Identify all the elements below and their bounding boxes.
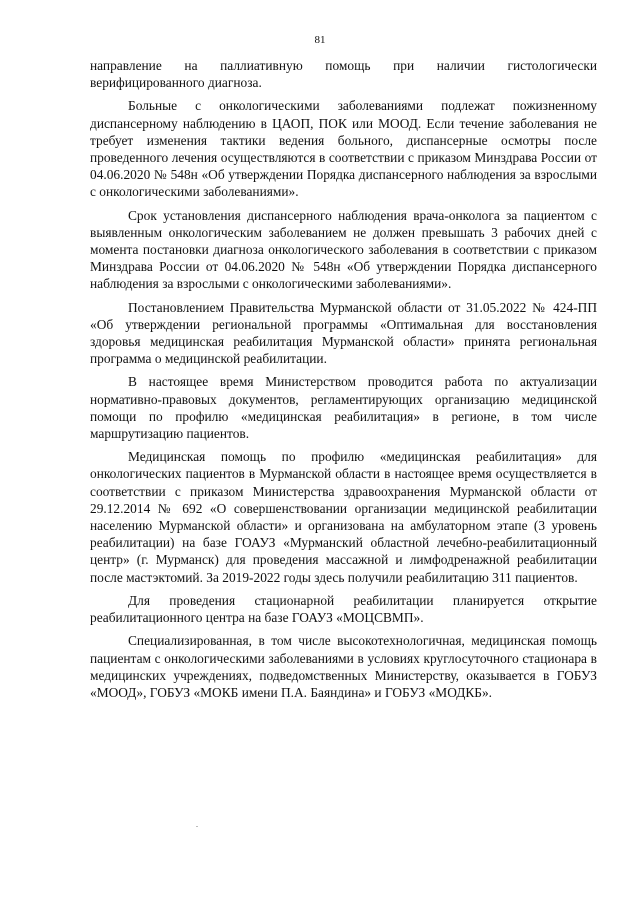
document-body — [90, 57, 597, 707]
paragraph: Специализированная, в том числе высокотехнологичная, медицинская помощь пациентам с онкологическими заболеваниями в условиях круглосуточного стационара в медицинских учреждениях, подведомственных Министерству, оказывается в ГОБУЗ «МООД», ГОБУЗ «МОКБ имени П.А. Баяндина» и ГОБУЗ «МОДКБ». — [90, 633, 597, 700]
paragraph: В настоящее время Министерством проводится работа по актуализации нормативно-правовых документов, регламентирующих организацию медицинской помощи по профилю «медицинская реабилитация» в регионе, в том числе маршрутизацию пациентов. — [90, 374, 597, 442]
paragraph-continued: направление на паллиативную помощь при наличии гистологически верифицированного диагноза. — [90, 58, 597, 91]
paragraph: Медицинская помощь по профилю «медицинская реабилитация» для онкологических пациентов в Мурманской области в настоящее время осуществляется в соответствии с приказом Министерства здравоохранения Мурманской области от 29.12.2014 № 692 «О совершенствовании организации медицинской реабилитации населению Мурманской области» и организована на амбулаторном этапе (3 уровень реабилитации) на базе ГОАУЗ «Мурманский областной лечебно-реабилитационный центр» (г. Мурманск) для проведения массажной и лимфодренажной реабилитации после мастэктомий. За 2019-2022 годы здесь получили реабилитацию 311 пациентов. — [90, 449, 597, 585]
paragraph: Постановлением Правительства Мурманской области от 31.05.2022 № 424-ПП «Об утверждении региональной программы «Оптимальная для восстановления здоровья медицинская реабилитация Мурманской области» принята региональная программа о медицинской реабилитации. — [90, 299, 597, 367]
paragraph: Срок установления диспансерного наблюдения врача-онколога за пациентом с выявленным онкологическим заболеванием не должен превышать 3 рабочих дней с момента постановки диагноза онкологического заболевания в соответствии с приказом Минздрава России от 04.06.2020 № 548н «Об утверждении Порядка диспансерного наблюдения за взрослыми с онкологическими заболеваниями». — [90, 207, 597, 292]
paragraph: Больные с онкологическими заболеваниями подлежат пожизненному диспансерному наблюдению в ЦАОП, ПОК или МООД. Если течение заболевания не требует изменения тактики ведения больного, диспансерные осмотры после проведенного лечения осуществляются в соответствии с приказом Минздрава России от 04.06.2020 № 548н «Об утверждении Порядка диспансерного наблюдения за взрослыми с онкологическими заболеваниями». — [90, 98, 597, 200]
scan-speck — [196, 826, 198, 827]
page-number: 81 — [314, 34, 326, 46]
paragraph: Для проведения стационарной реабилитации планируется открытие реабилитационного центра на базе ГОАУЗ «МОЦСВМП». — [90, 592, 597, 626]
